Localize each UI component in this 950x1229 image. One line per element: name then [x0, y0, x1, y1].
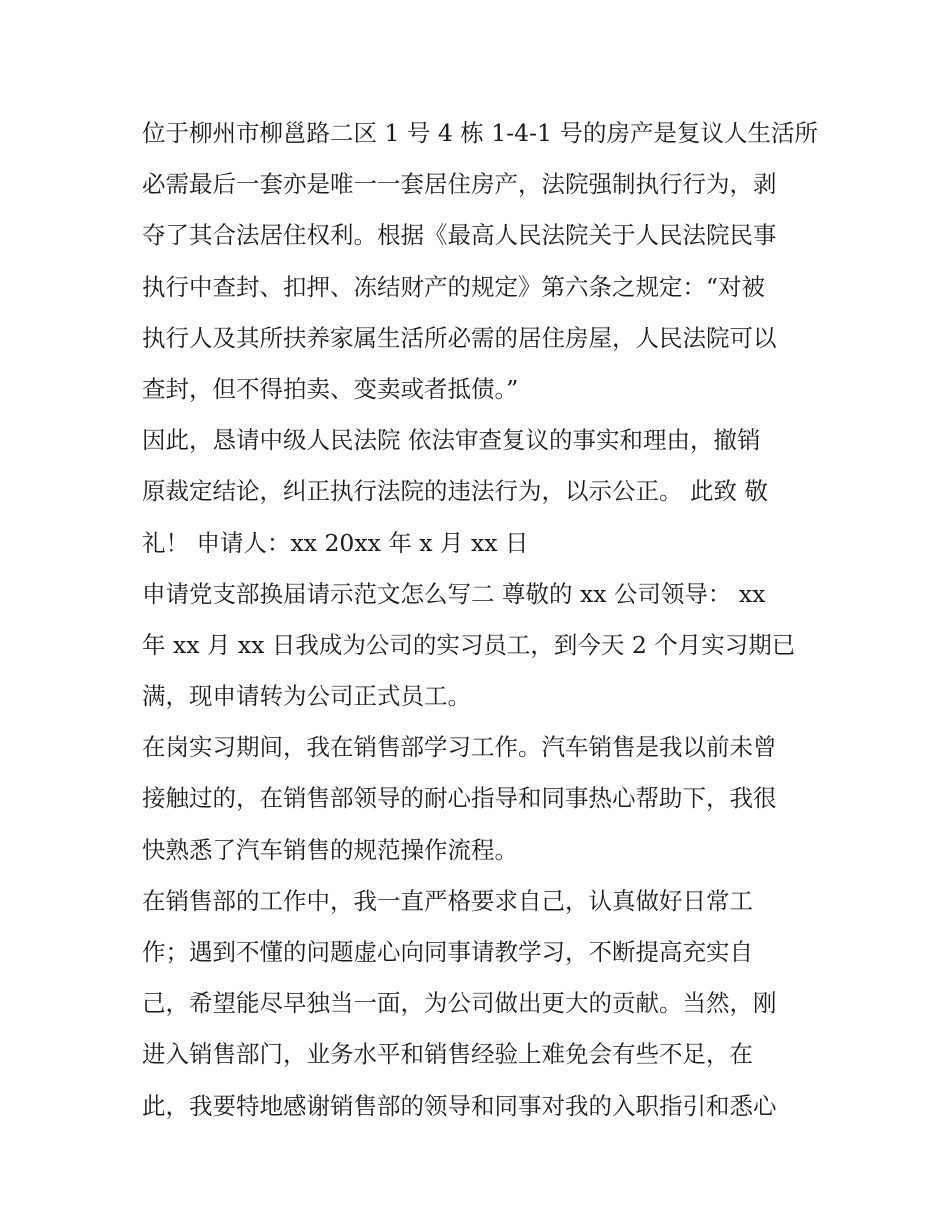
text-line: 在销售部的工作中，我一直严格要求自己，认真做好日常工 [142, 886, 753, 915]
text-line: 此，我要特地感谢销售部的领导和同事对我的入职指引和悉心 [142, 1091, 777, 1120]
text-line: 己，希望能尽早独当一面，为公司做出更大的贡献。当然，刚 [142, 989, 777, 1018]
text-line: 必需最后一套亦是唯一一套居住房产，法院强制执行行为，剥 [142, 170, 777, 199]
text-line: 原裁定结论，纠正执行法院的违法行为，以示公正。 此致 敬 [142, 477, 768, 506]
text-line: 执行人及其所扶养家属生活所必需的居住房屋，人民法院可以 [142, 323, 777, 352]
text-line: 年 xx 月 xx 日我成为公司的实习员工，到今天 2 个月实习期已 [142, 630, 796, 659]
document-body [142, 108, 818, 1132]
text-line: 礼！ 申请人：xx 20xx 年 x 月 xx 日 [142, 528, 529, 557]
text-line: 快熟悉了汽车销售的规范操作流程。 [142, 835, 518, 864]
text-line: 满，现申请转为公司正式员工。 [142, 682, 471, 711]
text-line: 查封，但不得拍卖、变卖或者抵债。” [142, 374, 519, 403]
text-line: 申请党支部换届请示范文怎么写二 尊敬的 xx 公司领导： xx [142, 579, 766, 608]
text-line: 作；遇到不懂的问题虚心向同事请教学习，不断提高充实自 [142, 938, 753, 966]
text-line: 在岗实习期间，我在销售部学习工作。汽车销售是我以前未曾 [142, 733, 777, 762]
text-line: 夺了其合法居住权利。根据《最高人民法院关于人民法院民事 [142, 221, 777, 250]
text-line: 位于柳州市柳邕路二区 1 号 4 栋 1-4-1 号的房产是复议人生活所 [142, 119, 818, 147]
text-line: 因此，恳请中级人民法院 依法审查复议的事实和理由，撤销 [142, 426, 761, 455]
text-line: 接触过的，在销售部领导的耐心指导和同事热心帮助下，我很 [142, 784, 777, 813]
text-line: 执行中查封、扣押、冻结财产的规定》第六条之规定：“对被 [142, 272, 766, 301]
text-line: 进入销售部门，业务水平和销售经验上难免会有些不足，在 [142, 1040, 753, 1069]
